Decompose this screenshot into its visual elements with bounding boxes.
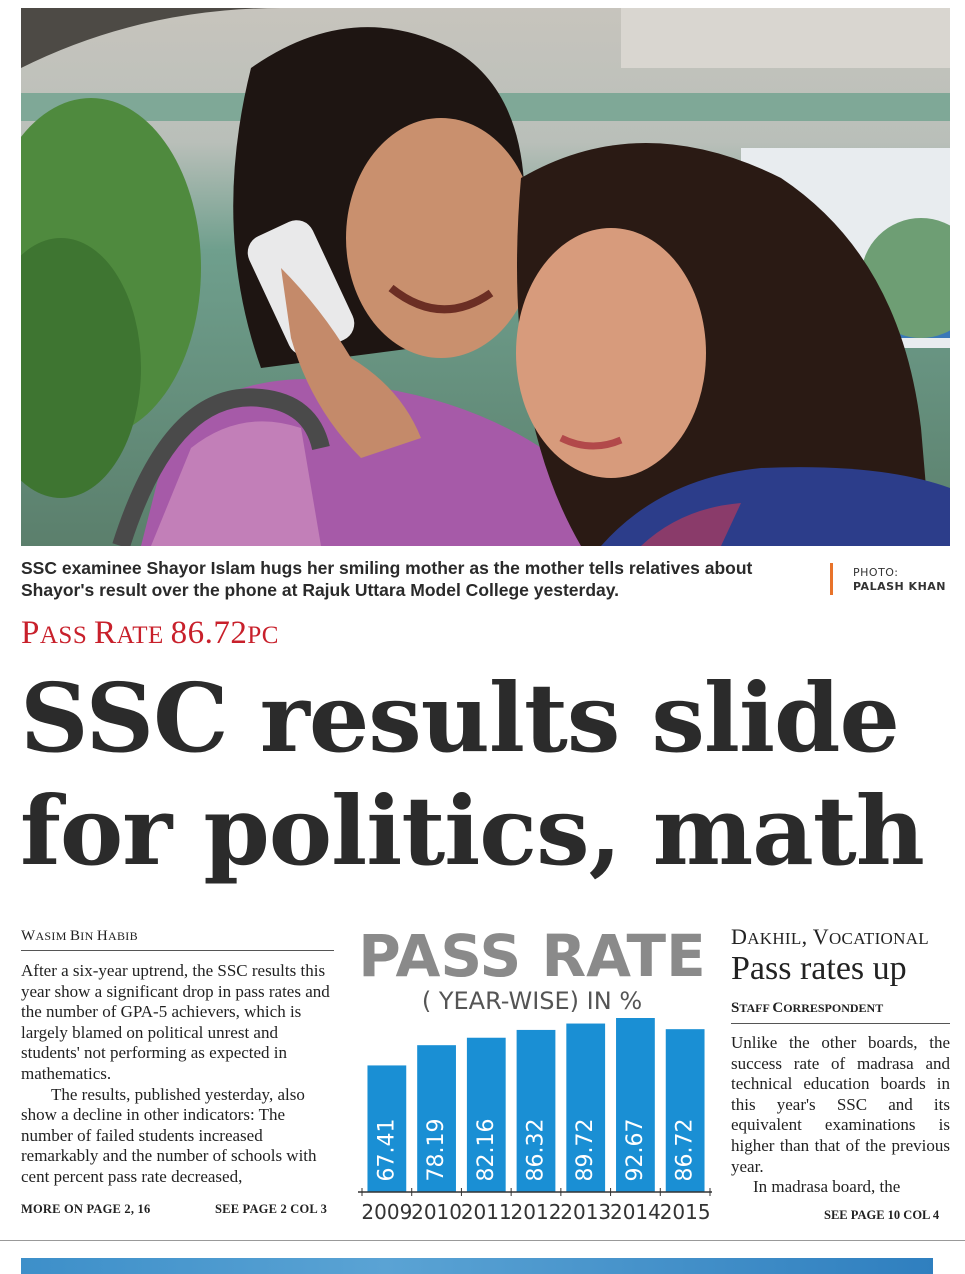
sidebar-byline [731,1000,950,1024]
photo-caption [21,557,781,601]
sidebar-kicker-part: D [731,924,748,949]
caption-line-1: SSC examinee Shayor Islam hugs her smiling mother as the mother tells relatives about [21,558,753,578]
chart-data-label-2009: 67.41 [374,1118,400,1182]
kicker-part: P [21,615,40,651]
chart-data-label-2014: 92.67 [622,1118,648,1182]
headline-line-1: SSC results slide [20,663,899,774]
sidebar-paragraph: In madrasa board, the [753,1177,901,1197]
next-story-photo-edge [21,1258,933,1274]
sidebar-byline-part: C [772,1000,784,1016]
chart-data-label-2015: 86.72 [672,1118,698,1182]
chart-x-tick-label-2011: 2011 [460,1200,512,1224]
kicker-part: ASS [39,622,94,649]
headline-line-2: for politics, math [20,776,924,887]
sidebar-paragraph: Unlike the other boards, the success rate of madrasa and technical education boards in this year's SSC and its equivalent examinations is higher than that of the previous year. [731,1033,950,1176]
chart-data-label-2011: 82.16 [473,1118,499,1182]
sidebar-kicker-part: , V [801,924,829,949]
byline-part: H [96,928,108,944]
chart-x-tick-label-2010: 2010 [411,1200,463,1224]
chart-data-label-2012: 86.32 [523,1118,549,1182]
chart-subtitle: ( YEAR-WISE) IN % [421,987,643,1015]
chart-x-tick-label-2015: 2015 [659,1200,711,1224]
sidebar-kicker [731,924,929,950]
story-body [21,961,334,1188]
sidebar-kicker-part: OCATIONAL [828,929,929,948]
story-paragraph: After a six-year uptrend, the SSC results this year show a significant drop in pass rates and the number of GPA-5 achievers, which is largely blamed on political unrest and students' not performing as expected in mathematics. [21,961,330,1083]
pass-rate-chart-svg [350,920,722,1232]
sidebar-byline-part: TAFF [739,1001,773,1015]
kicker-part: ATE [116,622,171,649]
chart-x-tick-label-2013: 2013 [560,1200,612,1224]
chart-x-tick-label-2009: 2009 [361,1200,413,1224]
sidebar-byline-part: ORRESPONDENT [783,1001,884,1015]
lead-photo [21,8,950,546]
credit-divider [830,563,833,595]
sidebar-body [731,1033,950,1198]
chart-data-label-2010: 78.19 [424,1118,450,1182]
chart-x-tick-label-2012: 2012 [510,1200,562,1224]
sidebar-kicker-part: AKHIL [747,929,802,948]
more-on-page-link[interactable]: MORE ON PAGE 2, 16 [21,1202,151,1216]
headline-kicker [21,615,279,652]
byline-part: W [21,928,36,944]
pass-rate-chart [350,920,722,1232]
kicker-part: PC [247,622,279,649]
byline-part: IN [80,929,97,943]
sidebar-headline: Pass rates up [731,950,907,987]
sidebar-see-page-link[interactable]: SEE PAGE 10 COL 4 [824,1208,940,1222]
sidebar-byline-part: S [731,1000,740,1016]
chart-data-label-2013: 89.72 [573,1118,599,1182]
chart-x-tick-label-2014: 2014 [609,1200,661,1224]
caption-line-2: Shayor's result over the phone at Rajuk Uttara Model College yesterday. [21,580,620,600]
page-divider [0,1240,965,1241]
byline-part: ASIM [35,929,70,943]
see-page-link[interactable]: SEE PAGE 2 COL 3 [215,1202,328,1216]
photo-credit [853,566,946,594]
byline-part: B [69,928,81,944]
credit-label: PHOTO: [853,566,899,579]
story-paragraph: The results, published yesterday, also show a decline in other indicators: The number of failed students increased remarkably and the number of schools with cent percent pass rate decreased, [21,1084,317,1186]
chart-title: PASS RATE [358,922,706,990]
kicker-part: 86.72 [170,615,248,651]
story-byline [21,928,334,951]
main-headline [20,662,924,888]
credit-name: PALASH KHAN [853,580,946,593]
kicker-part: R [93,615,117,651]
lead-photo-illustration [21,8,950,546]
byline-part: ABIB [108,929,138,943]
